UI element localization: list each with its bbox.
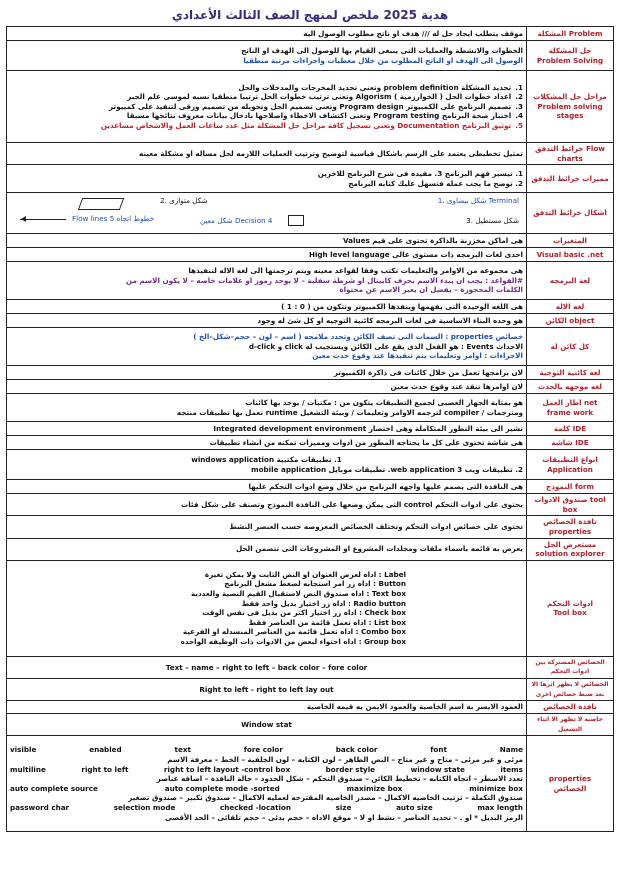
proplist-row-7: password char selection mode checked -location size auto size max length [10,803,523,812]
proplist-row-5: auto complete source auto complete mode -sorted maximize box minimize box [10,783,523,793]
proglang-line-1: هى مجموعه من الاوامر والتعليمات تكتب وفقا لقواعد معينه ويتم ترجمتها الى لغه الاله لتنفيذها [188,266,523,276]
row-problem-solving [7,41,614,71]
row-solexplorer [7,538,614,560]
rectangle-shape-label: 3. شكل مستطيل [466,216,519,226]
row-toolbox [7,494,614,516]
proglang-line-2: #القواعد : يجب ان يبدء الاسم بحرف كابيتال او شرطة سفلية – لا يوجد رموز او علامات خاصه – لا يكون الاسم من [126,275,523,285]
benefits-label: مميزات خرائط التدفق [527,165,614,193]
control-item: Group box : اداه احتواء لبعض من الادوات ذات الوظيفه الواحده [180,637,406,647]
stage-item: 1.تحديد المشكلة problem definition وتعنى تحديد المخرجات والمدخلات والحل [238,82,523,92]
row-shapes [7,193,614,234]
stages-label-en: Problem solving stages [537,101,603,121]
object-definition: هو وحده البناء الاساسية فى لغات البرمجه كائنية التوجيه او كل شئ له وجود [7,314,527,328]
row-controls [7,560,614,656]
row-netframework [7,394,614,422]
form-label: النموذج form [527,480,614,494]
netframework-label: اطار العمل net frame work [527,394,614,422]
propcols-definition: العمود الايسر به اسم الخاصية والعمود الايمن به قيمه الخاصية [7,701,527,714]
summary-table [6,26,614,832]
page-title: هدية 2025 ملخص لمنهج الصف الثالث الأعدادي [171,8,449,22]
form-definition: هى النافذة التى يصمم عليها واجهه البرنامج من خلال وضع ادوات التحكم عليها [7,480,527,494]
proglang-line-3: الكلمات المحجوزة – يفضل ان يعبر الاسم عن محتواة [339,285,523,295]
noeffect-label: الخصائص لا يظهر اثرها الا بعد ضبط خصائص اخرى [527,678,614,700]
propwindow-definition: تحتوى على خصائص ادوات التحكم وتختلف الخصائص المعروضه حسب العنصر النشط [7,516,527,538]
oop-label: لغه كائنية التوجية [527,366,614,380]
flowcharts-label: خرائط التدفق Flow charts [527,143,614,165]
apptype-line-2: 2. تطبيقات ويب web application 3. تطبيقات موبايل mobile application [251,464,523,474]
decision-shape-label: شكل معين Decision 4 [200,216,273,226]
machinelang-definition: هى اللغه الوحيدة التى يفهمها وينفذها الكمبيوتر وتتكون من ( 0 : 1 ) [7,300,527,314]
parallelogram-icon [78,198,124,210]
runtime-property: Window stat [7,714,527,736]
problem-definition: موقف يتطلب ايجاد حل له /// هدف او ناتج مطلوب الوصول اليه [7,27,527,41]
stage-item: 5.توثيق البرنامج Documentation وتعنى تسجيل كافة مراحل حل المشكلة مثل عدد ساعات العمل والاشخاص مساعدين [100,120,523,130]
row-proplist [7,736,614,832]
common-label: الخصائص المشتركة بين ادوات التحكم [527,656,614,678]
object-label: الكائن object [527,314,614,328]
row-oop [7,366,614,380]
control-item: Label : اداه لعرض العنوان او النص الثابت ولا يمكن تغيرة [204,569,406,579]
objectparts-line-1: خصائص properties : السمات التى تصف الكائن وتحدد ملامحه ( اسم – لون – حجم–شكل–الخ ) [193,332,523,342]
row-ide-screen [7,436,614,450]
solving-line-1: الخطوات والانشطة والعمليات التى ينبغى القيام بها للوصول الى الهدف او الناتج [241,45,523,55]
row-object [7,314,614,328]
solexplorer-label: مستعرض الحل solution explorer [527,538,614,560]
netframework-line-2: ومترجمات / compiler لترجمه الاوامر وتعليمات / وبيئة التشغيل runtime تعمل بها تطبيقات منتجه [176,407,523,417]
row-objectparts [7,328,614,366]
rectangle-icon [288,215,304,226]
runtime-label: خاصية لا تظهر الا اثناء التشغيل [527,714,614,736]
stage-item: 2.اعداد خطوات الحل ( الخوارزمية ) Algorism وتعنى ترتيب خطوات الحل ترتيبا منطقيا نسبه لموسى علم الجبر [127,92,523,102]
solving-label-ar: حل المشكلة [548,45,592,55]
row-visualbasic [7,248,614,262]
terminal-shape-label: 1. شكل بيضاوى Terminal [437,196,519,206]
row-machinelang [7,300,614,314]
netframework-line-1: هو بمثابة الجهاز العصبى لجميع التطبيقات يتكون من : مكتبات / يوجد بها كائنات [245,398,523,408]
oop-definition: لان برامجها تعمل من خلال كائنات فى ذاكرة الكمبيوتر [7,366,527,380]
row-eventdriven [7,380,614,394]
control-item: List box : اداه تعمل قائمة من العناصر فقط [248,617,406,627]
row-ide [7,422,614,436]
benefit-line-1: 1. تيسير فهم البرنامج 3. مفيده فى شرح البرنامج للاخرين [317,169,523,179]
proglang-label: لغة البرمجه [527,262,614,300]
propcols-label: نافذة الخصائص [527,701,614,714]
eventdriven-label: لغه موجهه بالحدث [527,380,614,394]
control-item: Text box : اداه صندوق النص لاستقبال القيم النصية والعددية [190,589,406,599]
ide-screen-label: شاشة IDE [527,436,614,450]
control-item: Radio button : اداه زر اختيار بديل واحد فقط [241,598,406,608]
common-properties: Text – name – right to left – back color – fore color [7,656,527,678]
proplist-row-8: الرمز البديل * او . – تحديد العناصر – نشط او لا – موقع الاداه – حجم بدئى – حجم تلقائى – الحد الأقصى [164,812,523,822]
row-propwindow [7,516,614,538]
row-form [7,480,614,494]
solving-label-en: Problem Solving [536,55,604,65]
objectparts-line-2: الاحداث Events : هو الفعل الذى يقع على الكائن ويستجيب له click و d-click [248,341,523,351]
apptypes-label: انواع التطبيقات Application [527,450,614,480]
flowlines-shape-label: Flow lines خطوط اتجاه 5 [72,214,155,224]
variables-definition: هى اماكن مخززنة بالذاكرة تحتوى على قيم Values [7,234,527,248]
apptype-line-1: 1. تطبيقات مكتبية windows application [191,455,342,465]
proplist-row-2: مرئى و غير مرئى – متاح و غير متاح – النص الظاهر – لون الكتابه – لون الخلفية – الخط – معرفة الاسم [167,755,523,765]
proplist-label-ar: الخصائص [553,783,587,793]
row-proglang [7,262,614,300]
proplist-row-4: تعدد الاسطر – اتجاه الكتابه – تخطيط الكائن – صندوق التحكم – شكل الحدود – حالة النافذة – اضافه عناصر [156,774,523,784]
variables-label: المتغيرات [527,234,614,248]
parallelogram-shape-label: 2. شكل متوازى [160,196,208,206]
flowline-arrow-icon [20,219,66,220]
objectparts-label: كل كائن له [527,328,614,366]
proplist-label-en: properties [548,774,592,784]
stage-item: 3.تصميم البرنامج على الكمبيوتر Program design وتعنى تصميم الحل وتحويله من تصميم ورقى لتنفيذ على كمبيوتر [108,101,523,111]
row-runtime [7,714,614,736]
visualbasic-label: Visual basic .net [527,248,614,262]
controls-label-en: Tool box [553,608,587,618]
benefit-line-2: 2. توضح ما يجب عمله فتسهل عليك كتابه البرنامج [348,178,523,188]
shapes-label: اشكال خرائط التدفق [527,193,614,234]
row-stages [7,71,614,143]
solexplorer-definition: يعرض به قائمه باسماء ملفات ومجلدات المشروع او المشروعات التى تتضمن الحل [7,538,527,560]
row-flowcharts [7,143,614,165]
problem-label: المشكلة Problem [527,27,614,41]
machinelang-label: لغه الاله [527,300,614,314]
row-propcols [7,701,614,714]
row-benefits [7,165,614,193]
proplist-row-3: multiline right to left right to left layout -control box border style window state items [10,764,523,774]
flowchart-shapes [10,194,523,232]
ide-label: كلمة IDE [527,422,614,436]
row-variables [7,234,614,248]
control-item: Check box : اداه زر اختيار اكثر من بديل فى نفس الوقت [202,608,406,618]
flowcharts-definition: تمثيل تخطيطى يعتمد على الرسم باشكال قياسية لتوضيح وترتيب العمليات اللازمه لحل مساله او مشكلة معينه [7,143,527,165]
row-noeffect [7,678,614,700]
control-item: Button : اداه زر امر استجابه لضغط مشغل البرنامج [224,579,406,589]
toolbox-definition: يحتوى على ادوات التحكم control التى يمكن وضعها على النافذة النموذج وتصنف على شكل فئات [7,494,527,516]
row-apptypes [7,450,614,480]
row-common [7,656,614,678]
proplist-row-6: صندوق التكملة – ترتيب الخاصيه الاكمال – مصدر الخاصيه المقترحه لعمليه الاكمال – صندوق تكبير – صندوق تصغير [128,793,523,803]
visualbasic-definition: احدى لغات البرمجه ذات مستوى عالى High level language [7,248,527,262]
stages-label-ar: مراحل حل المشكلات [533,92,607,102]
stage-item: 4.اختبار صحة البرنامج Program testing وتعنى اكتشاف الاخطاء واصلاحها بادخال بيانات معروف نتائجها مسبقا [126,111,523,121]
objectparts-line-3: الاجراءات : اوامر وتعليمات يتم تنفيذها عند وقوع حدث معين [312,351,523,361]
propwindow-label: نافذة الخصائص properties [527,516,614,538]
ide-definition: تشير الى بيئة التطور المتكاملة وهى اختصار Integrated development environment [7,422,527,436]
toolbox-label: صندوق الادوات tool box [527,494,614,516]
controls-label-ar: ادوات التحكم [547,598,593,608]
noeffect-properties: Right to left - right to left lay out [7,678,527,700]
solving-line-2: الوصول الى الهدف او الناتج المطلوب من خلال معطيات واجراءات مرتبة منطقيا [243,55,523,65]
ide-screen-definition: هى شاشة تحتوى على كل ما يحتاجه المطور من ادوات ومميزات تمكنه من انشاء تطبيقات [7,436,527,450]
eventdriven-definition: لان اوامرها تنفذ عند وقوع حدث معين [7,380,527,394]
proplist-row-1: visible enabled text fore color back color font Name [10,745,523,755]
control-item: Combo box : اداه تعمل قائمة من العناصر المنسدله او الفرعية [182,627,406,637]
row-problem [7,27,614,41]
